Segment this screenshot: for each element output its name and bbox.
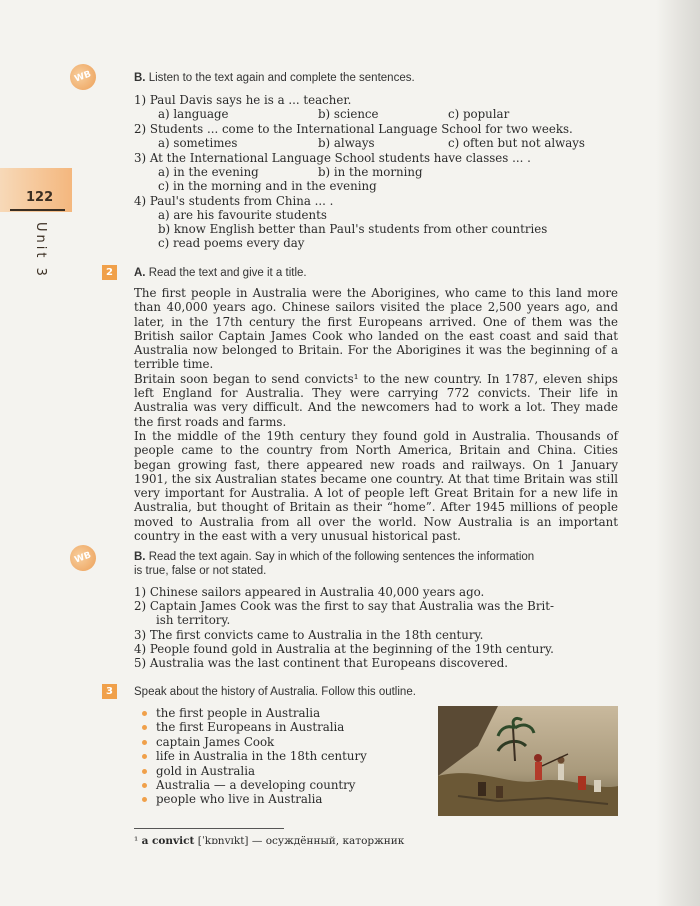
outline-item: captain James Cook bbox=[138, 735, 418, 749]
outline-item: Australia — a developing country bbox=[138, 778, 418, 792]
ex1b-item-3: 3) At the International Language School students have classes ... . bbox=[134, 151, 531, 165]
page-tab-rule bbox=[10, 209, 65, 211]
ex1b-option: c) often but not always bbox=[448, 136, 585, 150]
ex2b-statement: 4) People found gold in Australia at the beginning of the 19th century. bbox=[134, 642, 554, 656]
exercise-number-badge: 3 bbox=[102, 684, 117, 699]
ex3-outline-list bbox=[138, 706, 418, 807]
reading-text bbox=[134, 286, 618, 543]
ex2b-instruction bbox=[134, 550, 534, 564]
page-number: 122 bbox=[26, 190, 54, 205]
ex1b-option: c) read poems every day bbox=[158, 236, 305, 250]
footnote-term: a convict bbox=[141, 835, 195, 847]
ex1b-option: b) always bbox=[318, 136, 375, 150]
ex2b-instruction-text: Read the text again. Say in which of the following sentences the information bbox=[148, 551, 535, 563]
ex1b-instruction bbox=[134, 71, 415, 85]
exercise-number-badge: 2 bbox=[102, 265, 117, 280]
ex2a-label: A. bbox=[134, 267, 146, 279]
ex2b-instruction-cont: is true, false or not stated. bbox=[134, 565, 267, 577]
footnote-translation: — осуждённый, каторжник bbox=[251, 835, 405, 847]
workbook-icon: WB bbox=[66, 60, 99, 93]
page-binding-shadow bbox=[656, 0, 700, 906]
ex2b-statement: 1) Chinese sailors appeared in Australia 40,000 years ago. bbox=[134, 585, 485, 599]
outline-item: the first people in Australia bbox=[138, 706, 418, 720]
ex2b-statement: 3) The first convicts came to Australia in the 18th century. bbox=[134, 628, 484, 642]
ex1b-option: b) in the morning bbox=[318, 165, 423, 179]
footnote-transcription: [ˈkɒnvɪkt] bbox=[197, 835, 249, 847]
ex1b-option: a) are his favourite students bbox=[158, 208, 327, 222]
ex2b-statement-cont: ish territory. bbox=[156, 613, 231, 627]
unit-label: Unit 3 bbox=[33, 222, 48, 279]
ex1b-label: B. bbox=[134, 72, 146, 84]
ex2a-instruction-text: Read the text and give it a title. bbox=[148, 267, 307, 279]
ex1b-item-2: 2) Students ... come to the International Language School for two weeks. bbox=[134, 122, 573, 136]
ex3-instruction: Speak about the history of Australia. Follow this outline. bbox=[134, 686, 416, 698]
outline-item: life in Australia in the 18th century bbox=[138, 749, 418, 763]
outline-item: gold in Australia bbox=[138, 764, 418, 778]
ex1b-option: b) science bbox=[318, 107, 379, 121]
ex1b-option: a) in the evening bbox=[158, 165, 259, 179]
ex2b-statement: 2) Captain James Cook was the first to say that Australia was the Brit- bbox=[134, 599, 554, 613]
painting-image bbox=[438, 706, 618, 816]
reading-paragraph: Britain soon began to send convicts¹ to the new country. In 1787, eleven ships left England for Australia. They were carrying 772 convicts. Their life in Australia was very difficult. And the newcomers had to work a lot. They made the first roads and farms. bbox=[134, 371, 618, 429]
ex2a-instruction bbox=[134, 266, 307, 280]
outline-item: people who live in Australia bbox=[138, 792, 418, 806]
reading-paragraph: The first people in Australia were the Aborigines, who came to this land more than 40,000 years ago. Chinese sailors visited the place 2,500 years ago, and later, in the 17th century the first Europeans arrived. One of them was the British sailor Captain James Cook who landed on the east coast and said that Australia now belonged to Britain. For the Aborigines it was the beginning of a terrible time. bbox=[134, 286, 618, 372]
ex1b-option: b) know English better than Paul's students from other countries bbox=[158, 222, 548, 236]
ex1b-option: c) popular bbox=[448, 107, 510, 121]
workbook-icon: WB bbox=[66, 541, 99, 574]
captain-cook-landing-painting bbox=[438, 706, 618, 816]
footnote bbox=[134, 835, 404, 847]
ex2b-statement: 5) Australia was the last continent that Europeans discovered. bbox=[134, 656, 509, 670]
ex2b-label: B. bbox=[134, 551, 146, 563]
outline-item: the first Europeans in Australia bbox=[138, 720, 418, 734]
ex1b-option: a) sometimes bbox=[158, 136, 238, 150]
footnote-rule bbox=[134, 828, 284, 829]
reading-paragraph: In the middle of the 19th century they found gold in Australia. Thousands of people came to the country from North America, Britain and China. Cities began growing fast, there appeared new roads and railways. On 1 January 1901, the six Australian states became one country. At that time Britain was still very important for Australia. A lot of people left Great Britain for a new life in Australia, but thought of Britain as their “home”. After 1945 millions of people moved to Australia from all over the world. Now Australia is an important country in the east with a very unusual historical past. bbox=[134, 428, 618, 544]
ex1b-option: a) language bbox=[158, 107, 229, 121]
ex1b-item-4: 4) Paul's students from China ... . bbox=[134, 194, 334, 208]
footnote-marker: ¹ bbox=[134, 835, 139, 847]
ex1b-instruction-text: Listen to the text again and complete the sentences. bbox=[148, 72, 415, 84]
ex1b-option: c) in the morning and in the evening bbox=[158, 179, 377, 193]
ex1b-item-1: 1) Paul Davis says he is a ... teacher. bbox=[134, 93, 352, 107]
